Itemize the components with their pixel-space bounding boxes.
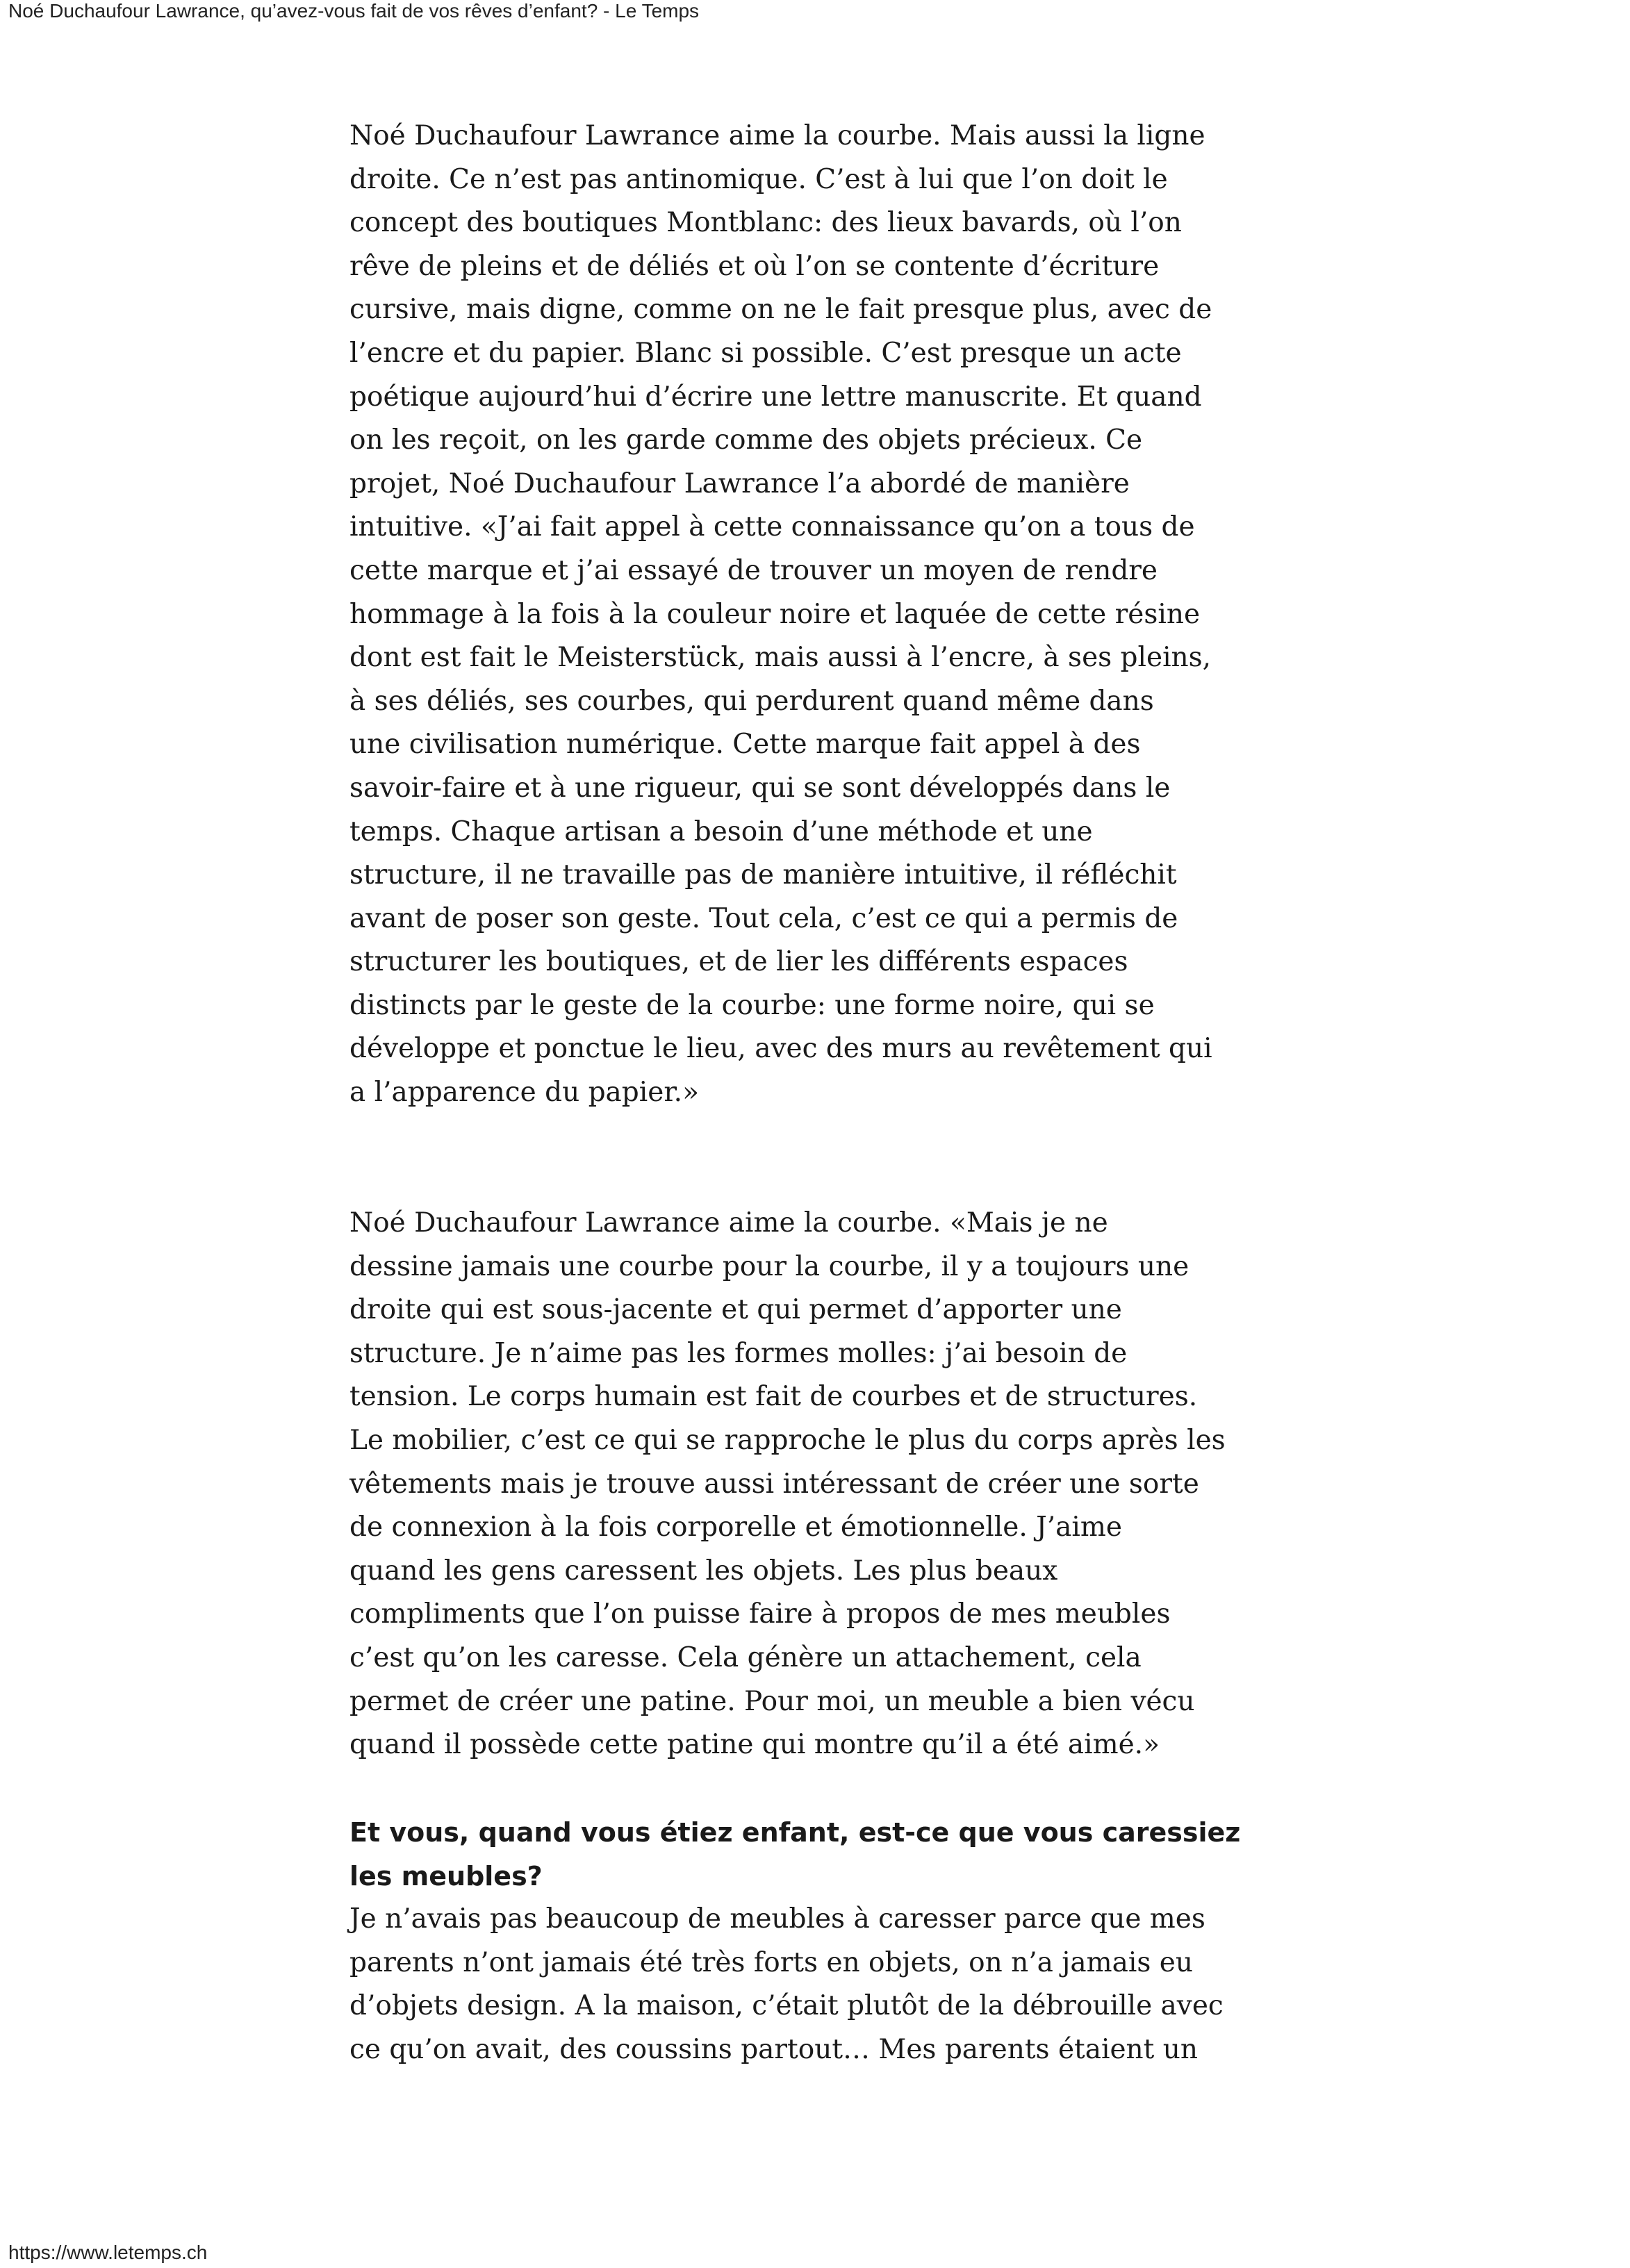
text-line: droite. Ce n’est pas antinomique. C’est à lui que l’on doit le [349, 163, 1168, 195]
question-line: les meubles? [349, 1860, 543, 1892]
text-line: Noé Duchaufour Lawrance aime la courbe. Mais aussi la ligne [349, 120, 1205, 151]
interview-answer [349, 1898, 1224, 2071]
text-line: Je n’avais pas beaucoup de meubles à caresser parce que mes [349, 1903, 1205, 1935]
text-line: hommage à la fois à la couleur noire et laquée de cette résine [349, 598, 1201, 630]
question-line: Et vous, quand vous étiez enfant, est-ce que vous caressiez [349, 1817, 1241, 1848]
text-line: quand il possède cette patine qui montre qu’il a été aimé.» [349, 1729, 1160, 1761]
text-line: rêve de pleins et de déliés et où l’on se contente d’écriture [349, 250, 1160, 282]
article-paragraph-2 [349, 1202, 1226, 1767]
page-header-title: Noé Duchaufour Lawrance, qu’avez-vous fait de vos rêves d’enfant? - Le Temps [8, 0, 700, 22]
text-line: poétique aujourd’hui d’écrire une lettre manuscrite. Et quand [349, 381, 1202, 413]
text-line: l’encre et du papier. Blanc si possible. C’est presque un acte [349, 337, 1182, 369]
text-line: temps. Chaque artisan a besoin d’une méthode et une [349, 816, 1093, 847]
text-line: une civilisation numérique. Cette marque fait appel à des [349, 729, 1141, 761]
text-line: structurer les boutiques, et de lier les différents espaces [349, 946, 1128, 978]
text-line: parents n’ont jamais été très forts en objets, on n’a jamais eu [349, 1946, 1193, 1978]
text-line: structure. Je n’aime pas les formes molles: j’ai besoin de [349, 1337, 1128, 1369]
text-line: développe et ponctue le lieu, avec des murs au revêtement qui [349, 1033, 1212, 1065]
text-line: concept des boutiques Montblanc: des lieux bavards, où l’on [349, 207, 1182, 239]
text-line: à ses déliés, ses courbes, qui perdurent quand même dans [349, 685, 1154, 717]
text-line: d’objets design. A la maison, c’était plutôt de la débrouille avec [349, 1990, 1224, 2022]
text-line: distincts par le geste de la courbe: une forme noire, qui se [349, 989, 1155, 1021]
text-line: savoir-faire et à une rigueur, qui se sont développés dans le [349, 772, 1171, 804]
text-line: cursive, mais digne, comme on ne le fait presque plus, avec de [349, 294, 1212, 326]
text-line: dessine jamais une courbe pour la courbe, il y a toujours une [349, 1250, 1189, 1282]
article-paragraph-1 [349, 115, 1212, 1115]
interview-question [349, 1811, 1241, 1898]
text-line: on les reçoit, on les garde comme des objets précieux. Ce [349, 424, 1143, 456]
text-line: tension. Le corps humain est fait de courbes et de structures. [349, 1381, 1198, 1413]
text-line: vêtements mais je trouve aussi intéressant de créer une sorte [349, 1468, 1199, 1500]
text-line: Le mobilier, c’est ce qui se rapproche le plus du corps après les [349, 1424, 1226, 1456]
text-line: compliments que l’on puisse faire à propos de mes meubles [349, 1598, 1171, 1630]
text-line: droite qui est sous-jacente et qui permet d’apporter une [349, 1294, 1122, 1326]
text-line: Noé Duchaufour Lawrance aime la courbe. «Mais je ne [349, 1207, 1108, 1239]
page-footer-url: https://www.letemps.ch [8, 2242, 208, 2263]
text-line: ce qu’on avait, des coussins partout… Mes parents étaient un [349, 2033, 1198, 2065]
text-line: cette marque et j’ai essayé de trouver un moyen de rendre [349, 554, 1158, 586]
text-line: avant de poser son geste. Tout cela, c’est ce qui a permis de [349, 902, 1178, 934]
text-line: structure, il ne travaille pas de manière intuitive, il réfléchit [349, 859, 1177, 891]
text-line: quand les gens caressent les objets. Les plus beaux [349, 1555, 1058, 1587]
text-line: intuitive. «J’ai fait appel à cette connaissance qu’on a tous de [349, 511, 1195, 543]
text-line: projet, Noé Duchaufour Lawrance l’a abordé de manière [349, 467, 1130, 499]
text-line: de connexion à la fois corporelle et émotionnelle. J’aime [349, 1512, 1122, 1543]
text-line: c’est qu’on les caresse. Cela génère un attachement, cela [349, 1641, 1142, 1673]
text-line: permet de créer une patine. Pour moi, un meuble a bien vécu [349, 1685, 1195, 1717]
text-line: a l’apparence du papier.» [349, 1077, 699, 1109]
text-line: dont est fait le Meisterstück, mais aussi à l’encre, à ses pleins, [349, 642, 1212, 674]
